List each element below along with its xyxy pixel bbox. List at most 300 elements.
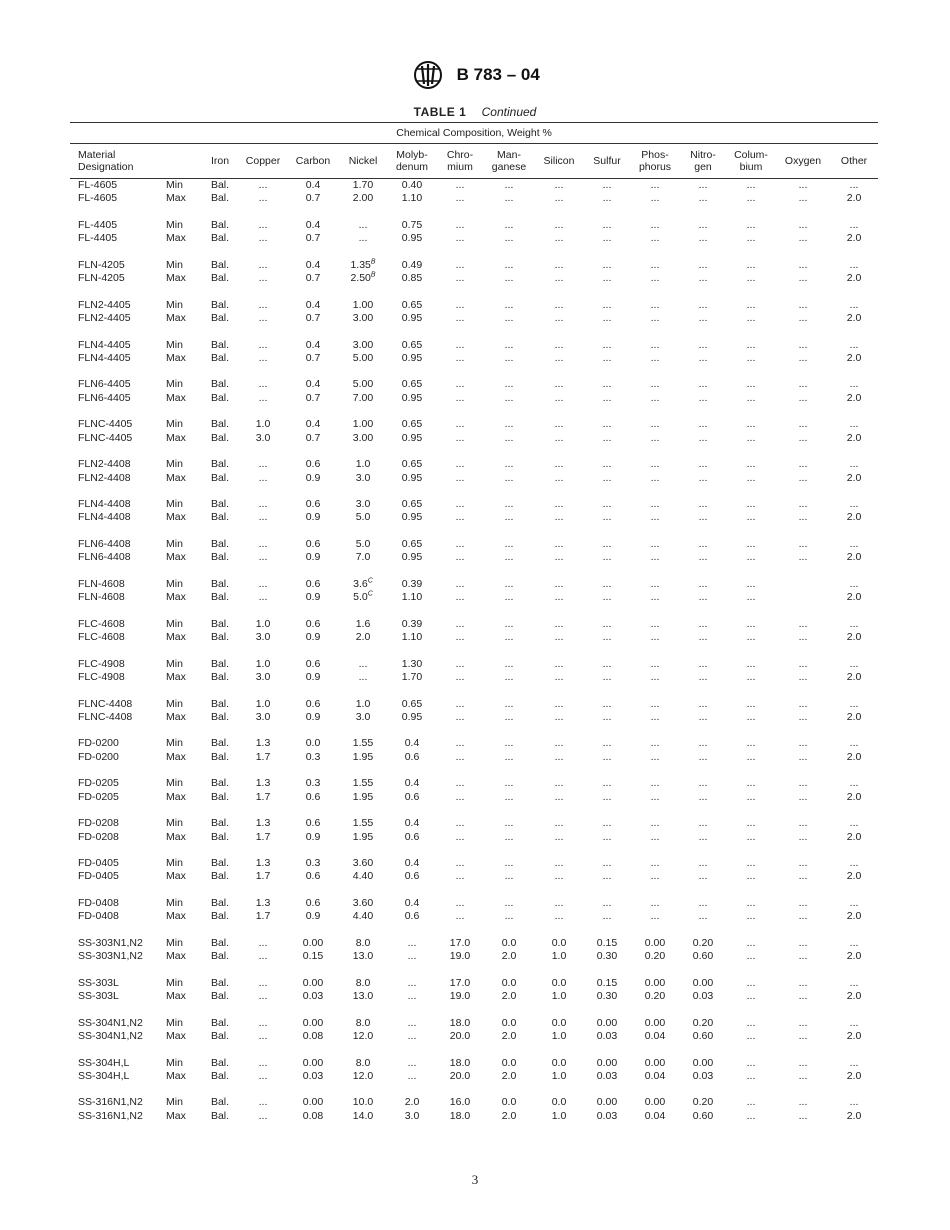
table-cell: ...	[746, 1096, 756, 1109]
table-cell: 0.60	[692, 950, 714, 963]
table-cell: ...	[455, 670, 465, 683]
table-cell: ...	[504, 471, 514, 484]
table-cell: ...	[455, 232, 465, 245]
table-cell: 0.39	[401, 617, 423, 630]
table-cell: 2.0	[501, 990, 517, 1003]
table-cell: FLNC-4408	[78, 697, 133, 710]
table-cell: ...	[849, 338, 859, 351]
table-cell: 0.15	[302, 950, 324, 963]
table-cell: ...	[650, 418, 660, 431]
table-cell: ...	[746, 817, 756, 830]
table-cell: ...	[504, 897, 514, 910]
table-cell: 5.0	[355, 511, 371, 524]
table-cell: 8.0	[355, 1016, 371, 1029]
table-cell: ...	[746, 790, 756, 803]
table-row	[70, 618, 878, 631]
table-cell: Max	[166, 591, 186, 604]
table-cell: ...	[258, 511, 268, 524]
table-cell: FLC-4608	[78, 617, 125, 630]
table-cell: ...	[504, 631, 514, 644]
table-cell: ...	[698, 857, 708, 870]
table-cell: ...	[849, 577, 859, 590]
table-cell: ...	[746, 936, 756, 949]
table-cell: ...	[258, 311, 268, 324]
table-cell: FLN2-4408	[78, 471, 131, 484]
table-cell: ...	[650, 179, 660, 191]
table-cell: ...	[650, 657, 660, 670]
table-body	[70, 179, 878, 1124]
table-cell: ...	[798, 657, 808, 670]
table-cell: 0.30	[596, 950, 618, 963]
table-cell: 0.03	[596, 1030, 618, 1042]
table-cell: 0.08	[302, 1030, 324, 1042]
table-cell: 0.15	[596, 936, 618, 949]
table-cell: FLC-4908	[78, 670, 125, 683]
row-spacer	[70, 485, 878, 498]
table-cell: 1.3	[255, 857, 271, 870]
table-cell: ...	[602, 830, 612, 843]
table-cell: ...	[698, 830, 708, 843]
table-cell: Min	[166, 218, 183, 231]
table-cell: ...	[455, 511, 465, 524]
table-cell: 0.60	[692, 1109, 714, 1122]
table-cell: ...	[358, 657, 368, 670]
table-cell: 0.0	[501, 1016, 517, 1029]
table-cell: ...	[258, 338, 268, 351]
table-cell: 2.0	[846, 232, 862, 245]
table-cell: ...	[746, 897, 756, 910]
table-cell	[776, 578, 830, 591]
table-cell: SS-303N1,N2	[78, 936, 143, 949]
table-cell: ...	[455, 591, 465, 604]
table-cell: Min	[166, 458, 183, 471]
table-cell: 1.55	[352, 777, 374, 790]
table-cell: ...	[504, 617, 514, 630]
table-cell: Bal.	[210, 458, 230, 471]
table-cell: FLN6-4408	[78, 538, 131, 551]
table-row	[70, 1057, 878, 1070]
table-cell: 17.0	[449, 936, 471, 949]
table-cell: ...	[602, 750, 612, 763]
table-cell: ...	[258, 458, 268, 471]
table-cell: 0.0	[551, 936, 567, 949]
table-cell: ...	[746, 378, 756, 391]
table-cell: 0.95	[401, 471, 423, 484]
table-cell: ...	[798, 1069, 808, 1082]
row-spacer	[70, 1083, 878, 1096]
table-cell: 0.0	[305, 737, 321, 750]
table-cell: ...	[798, 857, 808, 870]
table-cell: ...	[746, 670, 756, 683]
table-cell: ...	[554, 378, 564, 391]
table-cell: ...	[554, 351, 564, 364]
table-cell: ...	[798, 391, 808, 404]
table-cell: Bal.	[210, 258, 230, 271]
table-cell: 0.6	[305, 458, 321, 471]
table-cell: Bal.	[210, 1096, 230, 1109]
table-cell: ...	[650, 870, 660, 883]
table-cell: 0.04	[644, 1069, 666, 1082]
table-cell: ...	[650, 670, 660, 683]
table-cell: ...	[455, 857, 465, 870]
table-cell: Max	[166, 830, 186, 843]
table-cell: ...	[554, 431, 564, 444]
table-cell: ...	[504, 857, 514, 870]
table-cell: ...	[554, 737, 564, 750]
table-cell: Min	[166, 577, 183, 590]
table-cell: ...	[504, 790, 514, 803]
table-cell: ...	[602, 777, 612, 790]
table-cell: Bal.	[210, 192, 230, 205]
table-cell: ...	[698, 418, 708, 431]
table-cell: Min	[166, 657, 183, 670]
table-cell: ...	[407, 936, 417, 949]
table-cell: ...	[746, 498, 756, 511]
table-cell: ...	[602, 378, 612, 391]
table-cell: 0.0	[501, 976, 517, 989]
table-cell: FL-4605	[78, 179, 118, 191]
row-spacer	[70, 245, 878, 258]
table-cell: 2.0	[846, 870, 862, 883]
table-cell: ...	[358, 232, 368, 245]
table-cell: 0.65	[401, 498, 423, 511]
table-cell: 0.03	[692, 1069, 714, 1082]
table-cell: 0.6	[305, 577, 321, 590]
table-cell: ...	[798, 1030, 808, 1042]
table-row	[70, 299, 878, 312]
table-cell: ...	[698, 272, 708, 285]
table-cell: ...	[698, 378, 708, 391]
table-cell: ...	[849, 538, 859, 551]
table-cell: ...	[258, 218, 268, 231]
table-cell: ...	[258, 1056, 268, 1069]
table-cell: ...	[504, 391, 514, 404]
table-cell: Bal.	[210, 830, 230, 843]
table-cell: ...	[798, 498, 808, 511]
table-cell: 0.4	[404, 817, 420, 830]
table-cell: Bal.	[210, 936, 230, 949]
table-cell: FLN2-4405	[78, 298, 131, 311]
table-cell: ...	[602, 910, 612, 923]
table-cell: ...	[798, 710, 808, 723]
table-cell: ...	[602, 551, 612, 564]
table-cell: 0.20	[644, 950, 666, 963]
table-cell: SS-304H,L	[78, 1069, 130, 1082]
table-cell: Bal.	[210, 418, 230, 431]
table-cell: ...	[554, 311, 564, 324]
table-row	[70, 1030, 878, 1043]
table-row	[70, 671, 878, 684]
table-cell: Bal.	[210, 737, 230, 750]
table-cell: 2.0	[846, 311, 862, 324]
table-cell: 20.0	[449, 1030, 471, 1042]
table-cell: 1.55	[352, 737, 374, 750]
table-cell: 18.0	[449, 1056, 471, 1069]
table-row	[70, 857, 878, 870]
table-row	[70, 1096, 878, 1109]
table-cell: ...	[746, 351, 756, 364]
table-cell: FLN4-4405	[78, 338, 131, 351]
table-cell: ...	[602, 218, 612, 231]
table-cell: 0.9	[305, 670, 321, 683]
table-cell: ...	[554, 897, 564, 910]
table-cell: Max	[166, 351, 186, 364]
table-cell: Max	[166, 1109, 186, 1122]
table-cell: 0.00	[644, 1016, 666, 1029]
column-header: Material Designation	[70, 144, 164, 179]
table-cell: 0.4	[305, 258, 321, 271]
table-cell: 1.10	[401, 591, 423, 604]
table-row	[70, 631, 878, 644]
table-cell: ...	[504, 511, 514, 524]
table-cell: 0.4	[404, 777, 420, 790]
table-cell: SS-316N1,N2	[78, 1109, 143, 1122]
table-cell: ...	[602, 790, 612, 803]
table-cell: ...	[554, 777, 564, 790]
table-cell: Bal.	[210, 1056, 230, 1069]
column-header: Oxygen	[776, 144, 830, 179]
table-cell: ...	[650, 910, 660, 923]
table-cell: 0.6	[305, 897, 321, 910]
table-cell: ...	[455, 577, 465, 590]
table-cell: ...	[504, 378, 514, 391]
table-cell: ...	[554, 790, 564, 803]
table-cell: Bal.	[210, 551, 230, 564]
table-cell: 0.20	[692, 1096, 714, 1109]
row-spacer	[70, 884, 878, 897]
table-cell: ...	[504, 232, 514, 245]
table-cell: Bal.	[210, 617, 230, 630]
row-spacer	[70, 285, 878, 298]
table-cell: 2.0	[846, 990, 862, 1003]
column-header: Man- ganese	[484, 144, 534, 179]
table-cell: 0.9	[305, 551, 321, 564]
table-cell: 1.7	[255, 870, 271, 883]
table-cell: Bal.	[210, 976, 230, 989]
table-cell: ...	[602, 311, 612, 324]
table-cell: ...	[698, 311, 708, 324]
table-cell: ...	[504, 351, 514, 364]
table-row	[70, 817, 878, 830]
table-cell: ...	[849, 1056, 859, 1069]
table-cell: ...	[455, 498, 465, 511]
column-header: Nickel	[338, 144, 388, 179]
table-cell: SS-303N1,N2	[78, 950, 143, 963]
table-cell: Max	[166, 1030, 186, 1042]
table-cell: ...	[602, 498, 612, 511]
table-cell: ...	[602, 511, 612, 524]
table-cell: 0.7	[305, 431, 321, 444]
table-cell: ...	[650, 551, 660, 564]
table-cell: ...	[554, 617, 564, 630]
table-cell: Bal.	[210, 697, 230, 710]
table-cell: Bal.	[210, 498, 230, 511]
table-cell: ...	[746, 1016, 756, 1029]
table-cell: 2.0	[501, 1069, 517, 1082]
table-row	[70, 950, 878, 963]
table-cell: ...	[455, 817, 465, 830]
table-cell: 1.55	[352, 817, 374, 830]
table-cell: ...	[504, 498, 514, 511]
table-cell: 0.0	[501, 1096, 517, 1109]
table-cell: ...	[602, 737, 612, 750]
table-cell: ...	[746, 471, 756, 484]
table-cell: 0.7	[305, 391, 321, 404]
table-cell: ...	[798, 790, 808, 803]
table-cell: ...	[798, 311, 808, 324]
table-row	[70, 511, 878, 524]
table-cell: ...	[455, 897, 465, 910]
table-cell: 0.3	[305, 777, 321, 790]
table-cell: 0.00	[644, 1096, 666, 1109]
table-cell: ...	[698, 538, 708, 551]
table-cell: FLN6-4408	[78, 551, 131, 564]
table-cell: 0.00	[596, 1016, 618, 1029]
table-cell: Max	[166, 750, 186, 763]
table-cell: ...	[554, 192, 564, 205]
table-cell: ...	[849, 857, 859, 870]
table-cell: ...	[602, 431, 612, 444]
table-cell: 5.00	[352, 378, 374, 391]
table-cell: 0.9	[305, 471, 321, 484]
table-cell: ...	[650, 272, 660, 285]
table-row	[70, 538, 878, 551]
table-row	[70, 977, 878, 990]
table-cell: ...	[258, 378, 268, 391]
table-cell: 1.95	[352, 750, 374, 763]
table-cell: ...	[554, 710, 564, 723]
table-cell: 0.0	[551, 1016, 567, 1029]
table-cell: Bal.	[210, 351, 230, 364]
row-spacer	[70, 1003, 878, 1016]
table-cell: ...	[746, 990, 756, 1003]
table-cell: ...	[258, 1069, 268, 1082]
table-cell: ...	[650, 790, 660, 803]
table-cell: ...	[698, 617, 708, 630]
table-cell: ...	[798, 897, 808, 910]
table-cell: FD-0405	[78, 870, 119, 883]
table-cell: 13.0	[352, 950, 374, 963]
table-cell: Bal.	[210, 710, 230, 723]
table-cell: ...	[258, 391, 268, 404]
table-cell: ...	[554, 538, 564, 551]
table-cell: ...	[650, 830, 660, 843]
table-cell: 10.0	[352, 1096, 374, 1109]
table-cell: ...	[504, 538, 514, 551]
column-header: Nitro- gen	[680, 144, 726, 179]
table-cell: ...	[650, 351, 660, 364]
table-cell: FLN4-4408	[78, 511, 131, 524]
table-cell: ...	[602, 577, 612, 590]
table-cell: 0.65	[401, 538, 423, 551]
table-cell: FL-4405	[78, 232, 118, 245]
table-cell: Bal.	[210, 950, 230, 963]
table-cell: 2.0	[846, 750, 862, 763]
table-cell: 0.0	[551, 1056, 567, 1069]
table-cell: Min	[166, 777, 183, 790]
column-header: Iron	[202, 144, 238, 179]
table-cell: Bal.	[210, 857, 230, 870]
table-cell: ...	[746, 338, 756, 351]
table-cell: ...	[746, 710, 756, 723]
table-cell: ...	[554, 471, 564, 484]
table-cell: ...	[798, 1109, 808, 1122]
row-spacer	[70, 206, 878, 219]
table-cell: Min	[166, 538, 183, 551]
table-cell: Min	[166, 936, 183, 949]
table-cell: 0.7	[305, 351, 321, 364]
table-cell: FLN-4205	[78, 272, 125, 285]
table-cell: 0.00	[302, 1016, 324, 1029]
table-cell: 3.0	[404, 1109, 420, 1122]
table-cell: ...	[650, 817, 660, 830]
table-cell: ...	[746, 458, 756, 471]
table-cell: ...	[455, 298, 465, 311]
table-cell: ...	[698, 670, 708, 683]
table-cell: 8.0	[355, 1056, 371, 1069]
table-cell: 8.0	[355, 936, 371, 949]
table-cell: 0.85	[401, 272, 423, 285]
table-cell: 1.0	[551, 1109, 567, 1122]
table-cell: 0.04	[644, 1109, 666, 1122]
table-cell: 19.0	[449, 950, 471, 963]
table-cell: Bal.	[210, 750, 230, 763]
table-cell: ...	[504, 458, 514, 471]
table-cell: 1.0	[255, 657, 271, 670]
table-cell: ...	[798, 1016, 808, 1029]
table-cell: FLN-4608	[78, 591, 125, 604]
table-cell: 2.0	[846, 591, 862, 604]
table-cell: ...	[554, 870, 564, 883]
table-cell: ...	[698, 351, 708, 364]
table-cell: ...	[650, 391, 660, 404]
table-cell: 12.0	[352, 1069, 374, 1082]
table-cell: 2.0	[846, 471, 862, 484]
table-cell: ...	[602, 538, 612, 551]
table-cell: ...	[650, 218, 660, 231]
table-cell: ...	[650, 631, 660, 644]
table-cell: ...	[746, 1069, 756, 1082]
table-cell: 0.95	[401, 551, 423, 564]
table-cell: FD-0200	[78, 737, 119, 750]
table-cell: 1.0	[255, 617, 271, 630]
table-cell: 0.4	[404, 857, 420, 870]
table-cell: ...	[798, 538, 808, 551]
table-cell: ...	[798, 670, 808, 683]
table-cell: ...	[258, 498, 268, 511]
table-cell: 0.7	[305, 311, 321, 324]
table-cell: ...	[798, 990, 808, 1003]
table-cell: Max	[166, 631, 186, 644]
table-cell: ...	[746, 551, 756, 564]
table-cell: 2.0	[846, 511, 862, 524]
table-cell: ...	[698, 338, 708, 351]
table-cell: 0.6	[305, 817, 321, 830]
table-cell: ...	[746, 737, 756, 750]
table-row	[70, 698, 878, 711]
table-cell: 2.0	[846, 670, 862, 683]
table-cell: ...	[746, 418, 756, 431]
table-cell: 0.3	[305, 750, 321, 763]
table-cell: 0.65	[401, 697, 423, 710]
table-cell: 3.0	[255, 670, 271, 683]
table-cell: 0.9	[305, 830, 321, 843]
table-cell: Bal.	[210, 338, 230, 351]
table-row	[70, 498, 878, 511]
table-cell: ...	[746, 232, 756, 245]
table-cell: ...	[554, 830, 564, 843]
table-cell: 0.65	[401, 298, 423, 311]
